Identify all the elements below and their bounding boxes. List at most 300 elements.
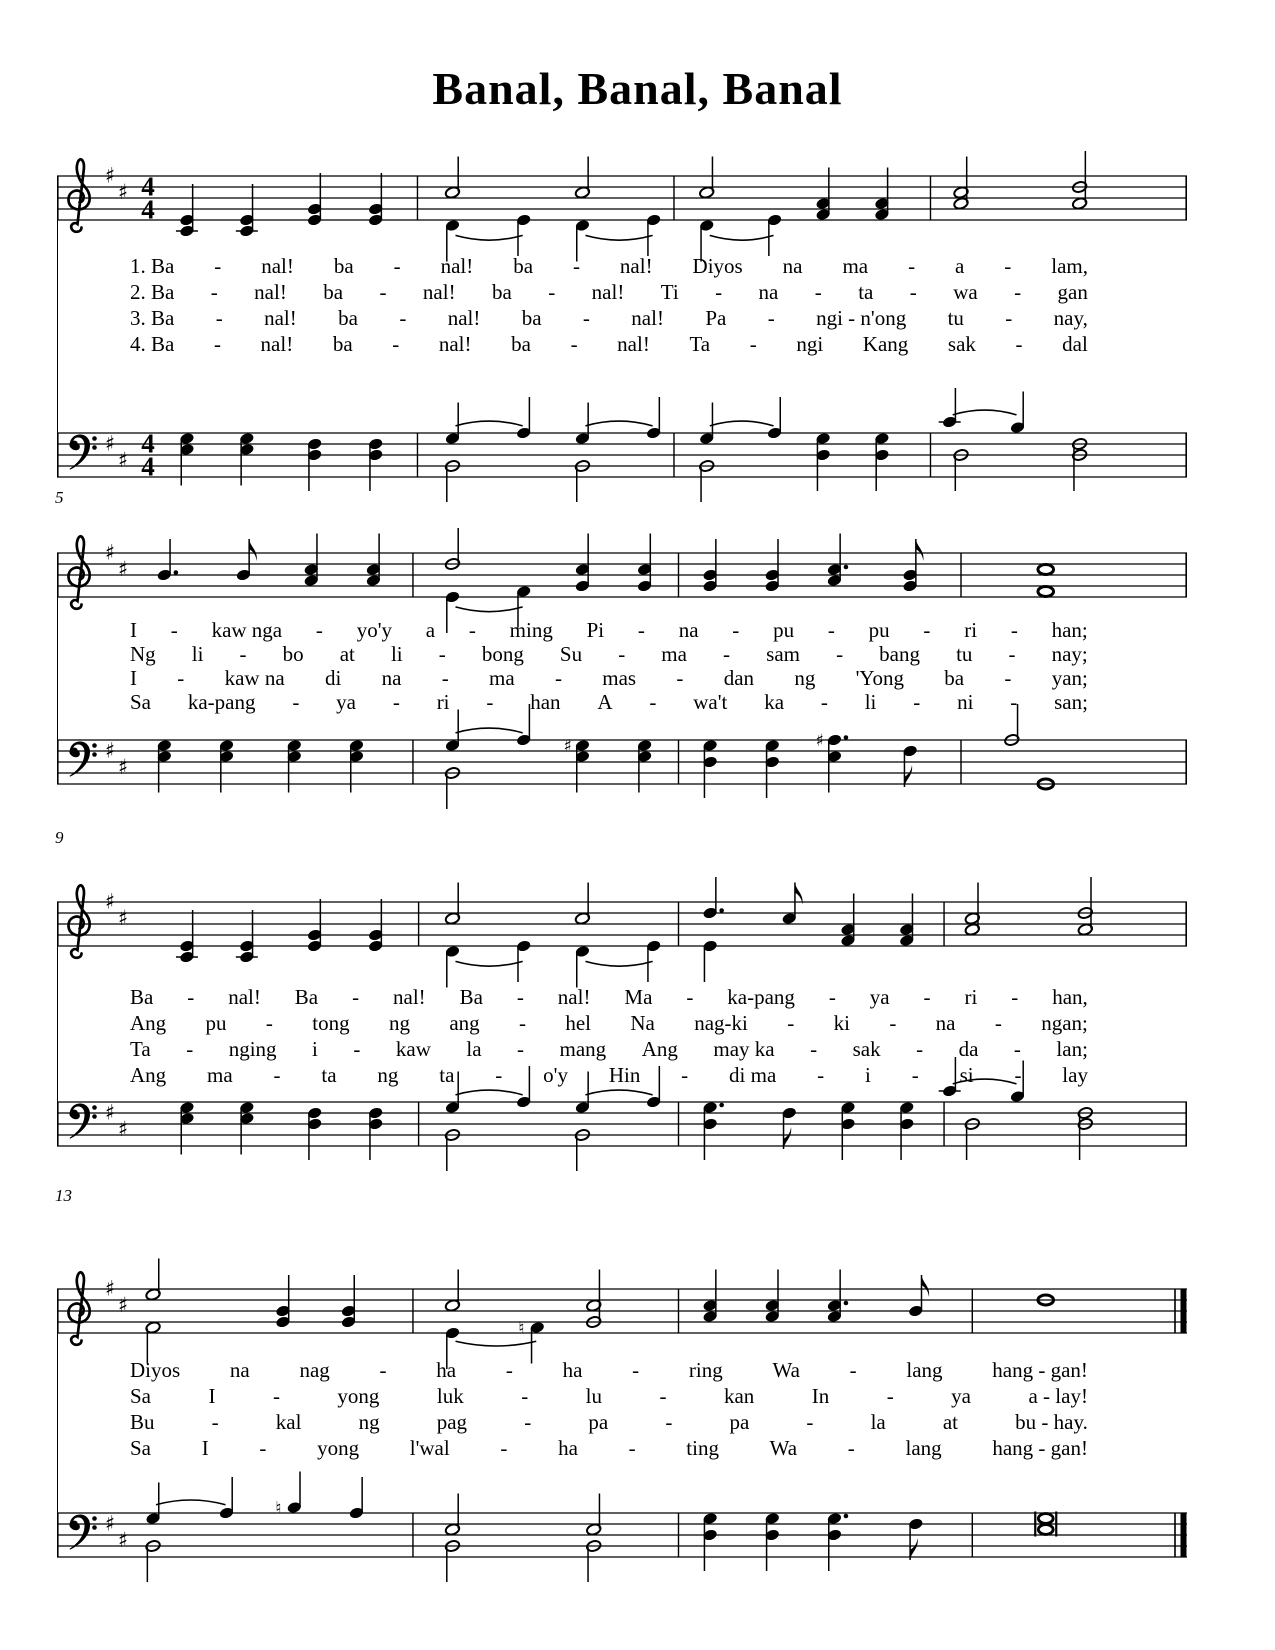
key-sharp: ♯	[105, 738, 116, 763]
lyric-syllable: ng	[358, 1410, 380, 1434]
treble-clef-icon	[69, 885, 90, 957]
lyric-syllable: pa	[588, 1410, 609, 1434]
lyric-syllable: -	[516, 985, 524, 1009]
lyric-syllable: bong	[481, 642, 524, 666]
time-signature-top: 4	[141, 428, 155, 459]
lyric-syllable: -	[213, 332, 221, 356]
lyric-syllable: -	[352, 985, 360, 1009]
lyric-syllable: ri	[964, 618, 978, 642]
lyric-syllable: kaw na	[224, 666, 285, 690]
lyric-syllable: lan;	[1056, 1037, 1088, 1061]
lyric-syllable: -	[399, 306, 407, 330]
lyric-syllable: ba	[323, 280, 344, 304]
lyric-syllable: -	[1004, 666, 1012, 690]
bass-staff-system-4	[57, 1468, 1187, 1618]
verse-line	[130, 253, 1088, 279]
lyric-syllable: mas	[602, 666, 637, 690]
lyric-syllable: han,	[1052, 985, 1088, 1009]
lyric-syllable: pu	[773, 618, 795, 642]
lyric-syllable: -	[913, 690, 921, 714]
lyric-syllable: Diyos	[130, 1358, 181, 1382]
lyric-syllable: -	[505, 1358, 513, 1382]
lyric-syllable: i	[312, 1037, 318, 1061]
lyric-syllable: nal!	[393, 985, 426, 1009]
key-sharp: ♯	[118, 448, 129, 472]
key-sharp: ♯	[118, 1117, 129, 1141]
lyric-syllable: nal!	[440, 254, 474, 278]
lyric-syllable: ring	[688, 1358, 723, 1382]
lyric-syllable: -	[187, 985, 195, 1009]
lyric-syllable: nay,	[1053, 306, 1088, 330]
lyric-syllable: I	[130, 618, 137, 642]
lyric-syllable: Su	[559, 642, 583, 666]
lyric-syllable: lang	[905, 1436, 942, 1460]
lyric-syllable: -	[210, 280, 218, 304]
lyric-syllable: -	[1008, 642, 1016, 666]
lyric-syllable: -	[519, 1011, 526, 1035]
lyric-syllable: -	[582, 306, 590, 330]
lyric-syllable: ya	[336, 690, 356, 714]
lyric-syllable: Diyos	[692, 254, 743, 278]
lyric-syllable: nal!	[447, 306, 481, 330]
lyric-syllable: 3. Ba	[130, 306, 175, 330]
lyric-syllable: ka-pang	[187, 690, 256, 714]
lyric-syllable: -	[315, 618, 323, 642]
lyric-syllable: wa't	[693, 690, 728, 714]
lyric-syllable: -	[618, 642, 626, 666]
lyric-syllable: -	[886, 1384, 894, 1408]
lyric-syllable: a - lay!	[1028, 1384, 1088, 1408]
lyric-syllable: na	[381, 666, 402, 690]
svg-text:♮: ♮	[518, 1318, 525, 1339]
verse-line	[130, 641, 1088, 665]
lyric-syllable: sak	[947, 332, 976, 356]
lyric-syllable: Sa	[130, 1384, 151, 1408]
lyric-syllable: pu	[868, 618, 890, 642]
lyric-syllable: da	[958, 1037, 979, 1061]
lyric-syllable: ma	[842, 254, 869, 278]
key-sharp: ♯	[105, 1511, 116, 1536]
lyric-syllable: han;	[1051, 618, 1088, 642]
svg-text:♯: ♯	[815, 731, 824, 751]
lyric-syllable: nal!	[591, 280, 625, 304]
measure-number-9: 9	[55, 828, 64, 847]
lyric-syllable: si	[959, 1063, 974, 1087]
lyric-syllable: Pi	[586, 618, 605, 642]
verse-line	[130, 665, 1088, 689]
lyric-syllable: -	[570, 332, 578, 356]
lyric-syllable: tong	[312, 1011, 350, 1035]
lyric-syllable: wa	[953, 280, 978, 304]
lyric-syllable: yan;	[1051, 666, 1088, 690]
lyric-syllable: ngi - n'ong	[816, 306, 907, 330]
lyric-syllable: di ma	[729, 1063, 777, 1087]
lyric-syllable: kaw nga	[211, 618, 283, 642]
lyric-syllable: -	[554, 666, 562, 690]
lyric-syllable: -	[849, 1358, 857, 1382]
time-signature-top: 4	[141, 171, 155, 202]
bass-staff-system-3	[57, 1057, 1187, 1207]
lyric-syllable: ba	[333, 254, 354, 278]
verse-line	[130, 984, 1088, 1010]
lyric-syllable: -	[814, 280, 822, 304]
bass-staff-system-2	[57, 695, 1187, 845]
lyric-syllable: -	[1004, 254, 1012, 278]
lyric-syllable: -	[749, 332, 757, 356]
lyric-syllable: ba	[944, 666, 965, 690]
lyric-syllable: lang	[906, 1358, 943, 1382]
lyric-syllable: na	[935, 1011, 956, 1035]
lyric-syllable: Ng	[130, 642, 156, 666]
lyric-syllable: ngan;	[1041, 1011, 1088, 1035]
lyric-syllable: -	[923, 618, 931, 642]
lyric-syllable: dan	[723, 666, 755, 690]
lyric-syllable: -	[379, 280, 387, 304]
page-title: Banal, Banal, Banal	[432, 63, 843, 114]
bass-clef-icon	[70, 1515, 91, 1550]
verse-line	[130, 1409, 1088, 1435]
treble-clef-icon	[69, 1272, 90, 1344]
lyric-syllable: pu	[205, 1011, 227, 1035]
lyric-syllable: ki	[833, 1011, 850, 1035]
key-sharp: ♯	[105, 431, 116, 456]
lyric-syllable: -	[500, 1436, 508, 1460]
lyric-syllable: -	[548, 280, 556, 304]
lyric-syllable: yo'y	[356, 618, 392, 642]
lyric-syllable: ta	[858, 280, 874, 304]
lyric-syllable: at	[942, 1410, 959, 1434]
lyric-syllable: ri	[964, 985, 978, 1009]
lyric-syllable: -	[681, 1063, 689, 1087]
lyric-syllable: -	[686, 985, 694, 1009]
lyric-syllable: -	[806, 1410, 814, 1434]
lyric-syllable: nal!	[261, 254, 294, 278]
lyric-syllable: li	[864, 690, 877, 714]
measure-number-13: 13	[55, 1186, 72, 1205]
lyric-syllable: -	[1011, 985, 1019, 1009]
lyric-syllable: -	[438, 642, 446, 666]
lyric-syllable: -	[1015, 332, 1023, 356]
lyric-syllable: Bu	[130, 1410, 155, 1434]
lyric-syllable: ma	[489, 666, 515, 690]
lyric-syllable: -	[524, 1410, 532, 1434]
lyric-syllable: yong	[317, 1436, 360, 1460]
lyric-syllable: Hin	[608, 1063, 641, 1087]
verse-line	[130, 331, 1088, 357]
lyric-syllable: -	[847, 1436, 855, 1460]
lyric-syllable: -	[495, 1063, 503, 1087]
lyric-syllable: -	[923, 985, 931, 1009]
lyric-syllable: -	[676, 666, 684, 690]
lyric-syllable: -	[715, 280, 723, 304]
lyric-syllable: ba	[492, 280, 512, 304]
lyric-syllable: nag-ki	[694, 1011, 748, 1035]
key-sharp: ♯	[118, 755, 129, 779]
key-sharp: ♯	[118, 180, 129, 204]
key-sharp: ♯	[118, 1293, 129, 1317]
treble-clef-icon	[69, 536, 90, 608]
lyric-syllable: -	[1010, 618, 1018, 642]
lyric-syllable: lay	[1062, 1063, 1088, 1087]
lyric-syllable: o'y	[543, 1063, 568, 1087]
lyric-syllable: na	[782, 254, 803, 278]
lyric-syllable: -	[572, 254, 580, 278]
verse-line	[130, 617, 1088, 641]
lyric-syllable: ba	[338, 306, 358, 330]
lyric-syllable: nal!	[631, 306, 664, 330]
lyric-syllable: -	[379, 1358, 387, 1382]
lyric-syllable: -	[486, 690, 494, 714]
lyric-syllable: lu	[585, 1384, 602, 1408]
lyric-syllable: la	[870, 1410, 886, 1434]
lyric-syllable: ta	[439, 1063, 455, 1087]
lyric-syllable: -	[292, 690, 300, 714]
lyric-syllable: -	[272, 1384, 280, 1408]
key-sharp: ♯	[105, 889, 116, 914]
lyric-syllable: -	[827, 618, 835, 642]
lyric-syllable: -	[211, 1410, 219, 1434]
lyric-syllable: -	[239, 642, 247, 666]
lyric-syllable: -	[441, 666, 449, 690]
lyric-syllable: -	[836, 642, 844, 666]
lyric-syllable: kal	[275, 1410, 302, 1434]
lyric-syllable: -	[723, 642, 731, 666]
key-sharp: ♯	[118, 557, 129, 581]
lyric-syllable: -	[787, 1011, 795, 1035]
verse-line	[130, 279, 1088, 305]
lyric-syllable: Ma	[624, 985, 653, 1009]
lyric-syllable: nging	[228, 1037, 277, 1061]
lyric-syllable: ng	[388, 1011, 410, 1035]
lyric-syllable: -	[767, 306, 775, 330]
lyric-syllable: Wa	[769, 1436, 798, 1460]
lyric-syllable: i	[865, 1063, 871, 1087]
lyric-syllable: -	[665, 1410, 673, 1434]
lyric-syllable: a	[955, 254, 965, 278]
lyric-syllable: -	[628, 1436, 636, 1460]
lyric-syllable: A	[597, 690, 613, 714]
lyric-syllable: In	[811, 1384, 830, 1408]
lyric-syllable: ha	[562, 1358, 583, 1382]
lyric-syllable: li	[390, 642, 403, 666]
lyric-syllable: -	[521, 1384, 529, 1408]
lyric-syllable: han	[530, 690, 561, 714]
lyric-syllable: ming	[509, 618, 553, 642]
lyric-syllable: -	[820, 690, 828, 714]
lyric-syllable: -	[1010, 690, 1018, 714]
lyric-syllable: 4. Ba	[130, 332, 175, 356]
verse-line	[130, 1357, 1088, 1383]
lyric-syllable: Sa	[130, 1436, 151, 1460]
bass-clef-icon	[70, 1104, 91, 1139]
lyric-syllable: -	[1013, 1037, 1021, 1061]
lyric-syllable: Wa	[772, 1358, 800, 1382]
lyric-syllable: -	[215, 306, 223, 330]
lyric-syllable: I	[201, 1436, 209, 1460]
bass-clef-icon	[70, 742, 91, 777]
lyric-syllable: dal	[1062, 332, 1088, 356]
lyric-syllable: -	[810, 1037, 818, 1061]
verse-line	[130, 1435, 1088, 1461]
lyric-syllable: nag	[299, 1358, 330, 1382]
lyric-syllable: Ti	[660, 280, 679, 304]
time-signature-bottom: 4	[141, 451, 155, 482]
lyric-syllable: -	[994, 1011, 1002, 1035]
lyric-syllable: san;	[1054, 690, 1088, 714]
key-sharp: ♯	[105, 1100, 116, 1125]
lyric-syllable: ting	[686, 1436, 719, 1460]
lyric-syllable: bu - hay.	[1015, 1410, 1088, 1434]
lyric-syllable: -	[393, 254, 401, 278]
lyric-syllable: tu	[947, 306, 964, 330]
lyric-syllable: at	[339, 642, 355, 666]
lyric-syllable: na	[678, 618, 699, 642]
lyric-syllable: kan	[723, 1384, 755, 1408]
key-sharp: ♯	[118, 1528, 129, 1552]
lyric-syllable: -	[909, 280, 917, 304]
lyric-syllable: nal!	[438, 332, 472, 356]
lyric-syllable: Ba	[130, 985, 154, 1009]
verse-line	[130, 1010, 1088, 1036]
lyric-syllable: Pa	[705, 306, 727, 330]
lyric-syllable: I	[130, 666, 137, 690]
lyric-syllable: nal!	[260, 332, 294, 356]
verse-line	[130, 305, 1088, 331]
lyric-syllable: -	[517, 1037, 525, 1061]
lyric-syllable: -	[392, 332, 400, 356]
lyric-syllable: lam,	[1051, 254, 1088, 278]
lyric-syllable: -	[259, 1436, 267, 1460]
lyric-syllable: -	[908, 254, 916, 278]
lyric-syllable: -	[828, 985, 836, 1009]
lyric-syllable: Ang	[641, 1037, 678, 1061]
lyric-syllable: -	[177, 666, 185, 690]
lyric-syllable: yong	[337, 1384, 380, 1408]
lyric-syllable: -	[817, 1063, 825, 1087]
lyric-syllable: -	[273, 1063, 281, 1087]
lyric-syllable: hel	[565, 1011, 592, 1035]
lyric-syllable: may ka	[713, 1037, 775, 1061]
lyric-syllable: ba	[513, 254, 534, 278]
lyric-syllable: 2. Ba	[130, 280, 175, 304]
key-sharp: ♯	[105, 540, 116, 565]
lyric-syllable: bo	[282, 642, 304, 666]
lyric-syllable: -	[732, 618, 740, 642]
lyric-syllable: -	[632, 1358, 640, 1382]
lyric-syllable: -	[1005, 306, 1013, 330]
lyric-syllable: -	[392, 690, 400, 714]
lyric-syllable: luk	[436, 1384, 464, 1408]
lyric-syllable: hang - gan!	[992, 1358, 1088, 1382]
lyric-syllable: kaw	[395, 1037, 431, 1061]
lyric-syllable: l'wal	[409, 1436, 450, 1460]
lyric-syllable: ya	[869, 985, 890, 1009]
lyric-syllable: nal!	[619, 254, 653, 278]
lyric-syllable: a	[425, 618, 436, 642]
lyric-syllable: Ta	[130, 1037, 151, 1061]
lyric-syllable: 'Yong	[855, 666, 904, 690]
lyric-syllable: nal!	[557, 985, 591, 1009]
lyric-syllable: Na	[630, 1011, 655, 1035]
key-sharp: ♯	[118, 906, 129, 930]
lyric-syllable: Ta	[689, 332, 711, 356]
lyric-syllable: ba	[332, 332, 353, 356]
lyric-syllable: bang	[879, 642, 920, 666]
lyric-syllable: -	[186, 1037, 194, 1061]
lyric-syllable: -	[637, 618, 645, 642]
lyric-syllable: ta	[321, 1063, 337, 1087]
lyrics-system-4	[130, 1357, 1088, 1461]
lyric-syllable: nal!	[254, 280, 287, 304]
key-sharp: ♯	[105, 163, 116, 188]
lyric-syllable: ma	[207, 1063, 233, 1087]
lyric-syllable: nay;	[1051, 642, 1088, 666]
lyric-syllable: -	[468, 618, 476, 642]
lyric-syllable: -	[649, 690, 657, 714]
lyric-syllable: gan	[1057, 280, 1088, 304]
lyric-syllable: -	[889, 1011, 897, 1035]
lyric-syllable: -	[353, 1037, 361, 1061]
lyric-syllable: mang	[559, 1037, 607, 1061]
lyric-syllable: ha	[558, 1436, 578, 1460]
key-sharp: ♯	[105, 1276, 116, 1301]
lyric-syllable: nal!	[422, 280, 456, 304]
lyrics-system-1	[130, 253, 1088, 357]
lyric-syllable: Ba	[459, 985, 483, 1009]
verse-line	[130, 1383, 1088, 1409]
lyric-syllable: -	[214, 254, 222, 278]
lyric-syllable: ya	[951, 1384, 971, 1408]
lyric-syllable: Sa	[130, 690, 151, 714]
lyric-syllable: Ba	[294, 985, 319, 1009]
measure-number-5: 5	[55, 488, 64, 507]
lyric-syllable: 1. Ba	[130, 254, 175, 278]
lyric-syllable: pag	[436, 1410, 468, 1434]
lyric-syllable: pa	[729, 1410, 750, 1434]
lyric-syllable: ba	[521, 306, 542, 330]
lyric-syllable: Kang	[862, 332, 909, 356]
lyric-syllable: Ang	[130, 1011, 167, 1035]
lyric-syllable: -	[1014, 1063, 1022, 1087]
lyric-syllable: ni	[957, 690, 974, 714]
treble-clef-icon	[69, 159, 90, 231]
lyric-syllable: -	[916, 1037, 924, 1061]
lyric-syllable: nal!	[228, 985, 261, 1009]
lyric-syllable: hang - gan!	[992, 1436, 1088, 1460]
lyric-syllable: la	[466, 1037, 482, 1061]
lyric-syllable: I	[208, 1384, 216, 1408]
lyric-syllable: ng	[377, 1063, 399, 1087]
bass-clef-icon	[70, 435, 91, 470]
lyric-syllable: ma	[661, 642, 687, 666]
lyric-syllable: di	[324, 666, 342, 690]
lyric-syllable: sak	[852, 1037, 881, 1061]
lyric-syllable: -	[265, 1011, 273, 1035]
lyric-syllable: na	[758, 280, 779, 304]
lyric-syllable: ri	[436, 690, 450, 714]
lyric-syllable: Ang	[130, 1063, 167, 1087]
lyric-syllable: -	[659, 1384, 667, 1408]
lyric-syllable: sam	[766, 642, 800, 666]
lyric-syllable: ba	[511, 332, 531, 356]
lyric-syllable: nal!	[264, 306, 297, 330]
lyric-syllable: ng	[794, 666, 816, 690]
lyric-syllable: na	[229, 1358, 250, 1382]
lyric-syllable: tu	[956, 642, 973, 666]
lyric-syllable: -	[170, 618, 178, 642]
lyric-syllable: ang	[449, 1011, 480, 1035]
time-signature-bottom: 4	[141, 194, 155, 225]
